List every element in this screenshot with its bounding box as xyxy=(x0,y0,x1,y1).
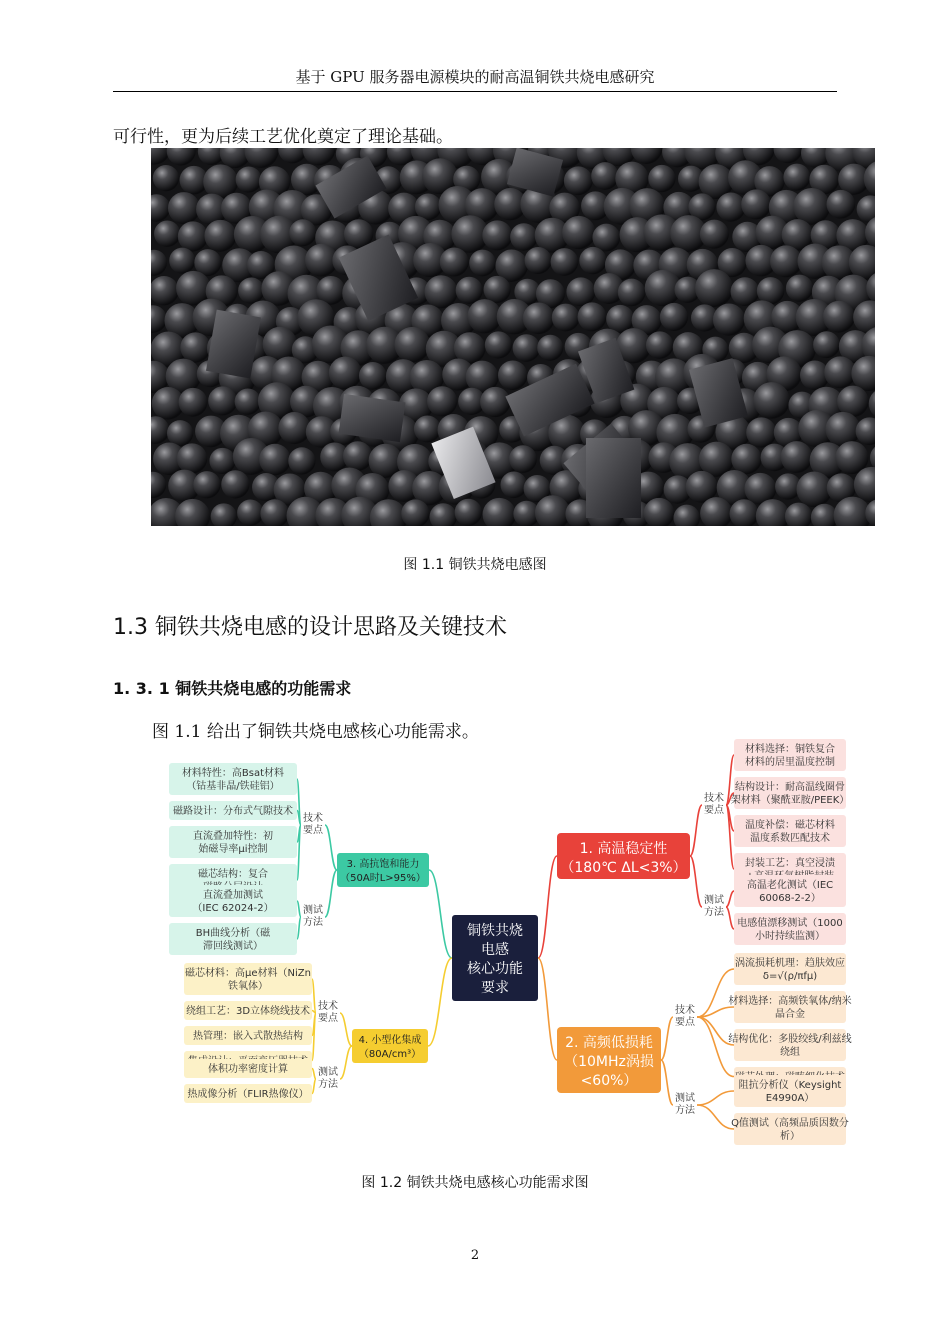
paragraph-intro: 图 1.1 给出了铜铁共烧电感核心功能需求。 xyxy=(152,722,479,742)
branch-3-g2-item-link xyxy=(297,917,301,939)
figure-1-caption: 图 1.1 铜铁共烧电感图 xyxy=(403,557,547,573)
branch-4-g1-link xyxy=(340,1013,352,1046)
branch-1-g2-link xyxy=(690,856,702,907)
function-mindmap xyxy=(160,735,860,1145)
branch-4-g1-item: 磁芯材料：高μe材料（NiZn 铁氧体） xyxy=(185,968,311,992)
branch-3-g1-link xyxy=(325,825,337,870)
branch-2-title: 2. 高频低损耗（10MHz涡损<60%） xyxy=(564,1035,654,1089)
branch-2-link xyxy=(538,958,557,1060)
header-rule xyxy=(113,91,837,92)
branch-4-g1-label: 技术要点 xyxy=(318,1001,338,1024)
branch-4-g2-item: 热成像分析（FLIR热像仪） xyxy=(187,1089,309,1100)
branch-2-g2-item: 阻抗分析仪（Keysight E4990A） xyxy=(738,1080,842,1104)
branch-4-g1-item: 热管理：嵌入式散热结构 xyxy=(193,1031,303,1042)
branch-3-title: 3. 高抗饱和能力（50A时L>95%） xyxy=(340,859,426,884)
subsection-heading: 1. 3. 1 铜铁共烧电感的功能需求 xyxy=(113,679,352,698)
branch-1-g2-item-link xyxy=(726,907,734,929)
branch-2-g1-item-link xyxy=(697,1017,734,1077)
branch-4-title: 4. 小型化集成（80A/cm³） xyxy=(358,1035,422,1060)
branch-2-g2-item: Q值测试（高频品质因数分析） xyxy=(731,1118,849,1142)
branch-1-g1-label: 技术要点 xyxy=(704,793,724,816)
branch-3-g2-label: 测试方法 xyxy=(303,905,323,928)
branch-1-g1-item: 温度补偿：磁芯材料温度系数匹配技术 xyxy=(745,820,835,844)
branch-2-g1-item: 材料选择：高频铁氧体/纳米晶合金 xyxy=(728,996,852,1020)
branch-2-g2-link xyxy=(661,1060,673,1105)
branch-3-g1-item: 直流叠加特性：初始磁导率μi控制 xyxy=(193,831,273,855)
branch-1-g1-link xyxy=(690,805,702,856)
section-heading: 1.3 铜铁共烧电感的设计思路及关键技术 xyxy=(113,615,507,640)
figure-2-caption: 图 1.2 铜铁共烧电感核心功能需求图 xyxy=(361,1175,589,1191)
branch-4-g2-link xyxy=(340,1046,352,1079)
branch-1-g2-item: 电感值漂移测试（1000 小时持续监测） xyxy=(737,918,843,942)
branch-3-g1-label: 技术要点 xyxy=(303,813,323,836)
branch-1-g1-item: 结构设计：耐高温线圈骨架材料（聚酰亚胺/PEEK） xyxy=(730,782,850,806)
branch-2-g2-item-link xyxy=(697,1091,734,1105)
branch-4-g1-item: 绕组工艺：3D立体绕线技术 xyxy=(185,1006,311,1017)
branch-2-g1-item: 结构优化：多股绞线/利兹线绕组 xyxy=(728,1034,852,1058)
branch-2-g2-label: 测试方法 xyxy=(675,1093,695,1116)
branch-1-g2-item-link xyxy=(726,891,734,907)
inductor-photo xyxy=(151,148,875,526)
branch-3-g2-item-link xyxy=(297,901,301,917)
branch-1-g1-item: 封装工艺：真空浸渍 xyxy=(745,858,835,869)
branch-2-g1-label: 技术要点 xyxy=(675,1005,695,1028)
branch-3-g2-item: BH曲线分析（磁滞回线测试） xyxy=(195,928,271,952)
branch-4-g2-item: 体积功率密度计算 xyxy=(208,1064,288,1075)
branch-3-g1-item: 磁芯结构：复合 xyxy=(198,869,268,880)
branch-3-g2-item: 直流叠加测试（IEC 62024-2） xyxy=(192,890,274,914)
branch-4-g2-item-link xyxy=(312,1069,316,1080)
branch-1-g2-item: 高温老化测试（IEC 60068-2-2） xyxy=(746,880,834,904)
paragraph-continued: 可行性，更为后续工艺优化奠定了理论基础。 xyxy=(113,127,453,147)
branch-1-link xyxy=(538,856,557,958)
branch-2-g1-link xyxy=(661,1017,673,1060)
branch-3-g1-item: 材料特性：高Bsat材料（钴基非晶/铁硅铝） xyxy=(181,768,285,792)
branch-4-g2-label: 测试方法 xyxy=(318,1067,338,1090)
branch-2-g1-item: 涡流损耗机理：趋肤效应 δ=√(ρ/πfμ) xyxy=(735,958,845,982)
branch-3-g2-link xyxy=(325,870,337,917)
branch-3-g1-item: 磁路设计：分布式气隙技术 xyxy=(173,806,293,817)
page-number: 2 xyxy=(470,1248,480,1263)
branch-1-title: 1. 高温稳定性（180℃ ΔL<3%） xyxy=(560,841,687,876)
center-node-label: 铜铁共烧电感核心功能要求 xyxy=(467,923,523,996)
branch-3-link xyxy=(429,870,452,958)
branch-4-link xyxy=(428,958,452,1046)
branch-4-g1-item-link xyxy=(312,979,316,1013)
branch-2-g1-item-link xyxy=(697,969,734,1017)
branch-2-g2-item-link xyxy=(697,1105,734,1129)
branch-4-g2-item-link xyxy=(312,1079,316,1094)
running-header: 基于 GPU 服务器电源模块的耐高温铜铁共烧电感研究 xyxy=(295,68,655,86)
branch-1-g2-label: 测试方法 xyxy=(704,895,724,918)
branch-1-g1-item: 材料选择：铜铁复合材料的居里温度控制 xyxy=(745,744,835,768)
